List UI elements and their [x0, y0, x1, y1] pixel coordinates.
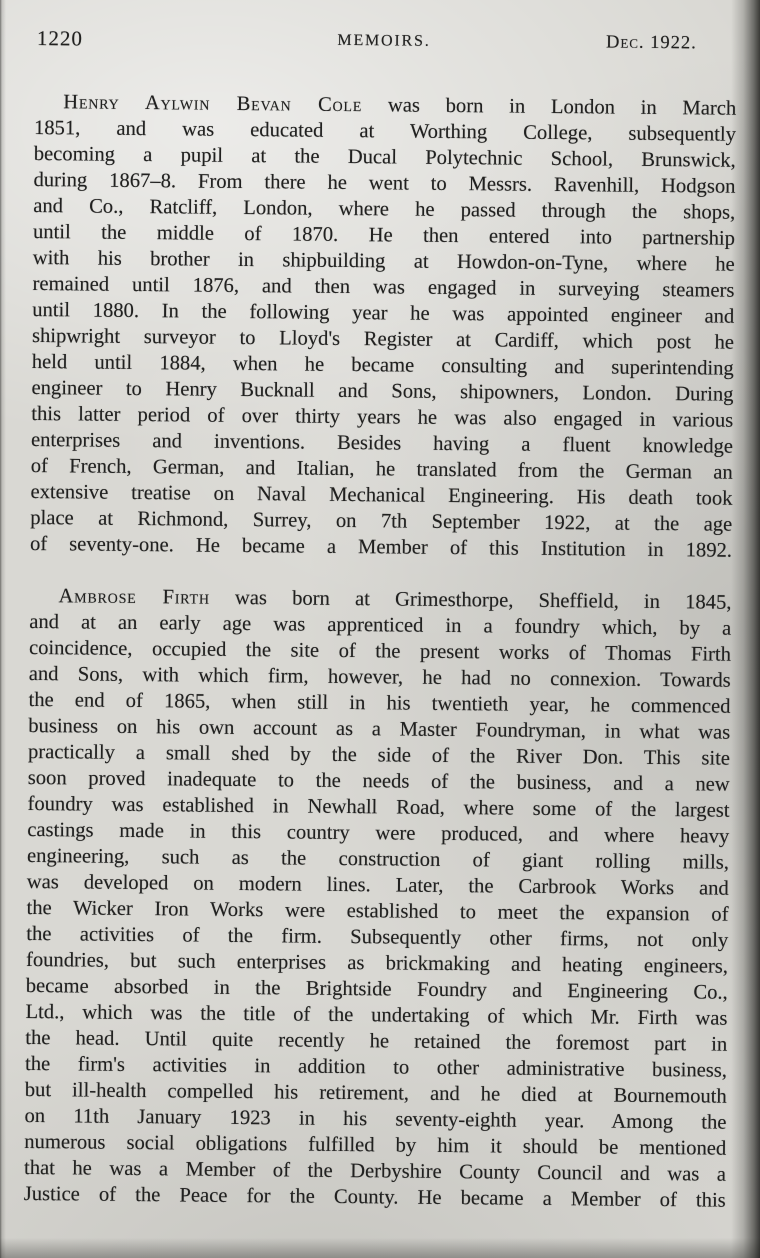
- text-line: engineer to Henry Bucknall and Sons, shipowners, London. During: [31, 376, 734, 406]
- memoir-subject-name: Ambrose Firth: [58, 585, 210, 609]
- text-line: was developed on modern lines. Later, the Carbrook Works and: [26, 870, 729, 900]
- lead-line-text: was born in London in March: [362, 94, 737, 120]
- text-line: engineering, such as the construction of giant rolling mills,: [26, 844, 730, 874]
- text-line: extensive treatise on Naval Mechanical Engineering. His death took: [30, 480, 733, 510]
- text-line: business on his own account as a Master Foundryman, in what was: [28, 714, 731, 744]
- text-line: enterprises and inventions. Besides having a fluent knowledge: [30, 428, 734, 458]
- text-line: held until 1884, when he became consulting and superintending: [31, 350, 734, 380]
- text-line: shipwright surveyor to Lloyd's Register at Cardiff, which post he: [31, 324, 735, 354]
- text-line: 1851, and was educated at Worthing College, subsequently: [33, 116, 737, 146]
- text-line: and Co., Ratcliff, London, where he passed through the shops,: [33, 194, 736, 224]
- text-line: with his brother in shipbuilding at Howdon-on-Tyne, where he: [32, 246, 735, 276]
- text-line: became absorbed in the Brightside Foundry and Engineering Co.,: [25, 974, 728, 1004]
- text-line: castings made in this country were produced, and where heavy: [27, 818, 730, 848]
- lead-line-text: was born at Grimesthorpe, Sheffield, in 1845,: [209, 586, 732, 614]
- memoir-paragraph-cole: [30, 89, 736, 564]
- paragraph-lines: [24, 609, 732, 1214]
- text-line: and Sons, with which firm, however, he had no connexion. Towards: [28, 662, 731, 692]
- text-line: numerous social obligations fulfilled by him it should be mentioned: [24, 1130, 727, 1160]
- text-line: the activities of the firm. Subsequently other firms, not only: [26, 922, 729, 952]
- text-line: Ltd., which was the title of the undertaking of which Mr. Firth was: [25, 1000, 728, 1030]
- text-line: during 1867–8. From there he went to Messrs. Ravenhill, Hodgson: [33, 168, 736, 198]
- page-number: 1220: [36, 26, 83, 51]
- running-head: [35, 26, 737, 59]
- text-line: remained until 1876, and then was engaged in surveying steamers: [32, 272, 735, 302]
- text-line: on 11th January 1923 in his seventy-eighth year. Among the: [24, 1104, 727, 1134]
- text-line: of seventy-one. He became a Member of this Institution in 1892.: [29, 532, 733, 562]
- text-line: the firm's activities in addition to other administrative business,: [24, 1052, 728, 1082]
- text-line: becoming a pupil at the Ducal Polytechnic School, Brunswick,: [33, 142, 736, 172]
- text-line: and at an early age was apprenticed in a foundry which, by a: [29, 610, 732, 640]
- running-title: MEMOIRS.: [337, 31, 431, 50]
- page-body: [24, 89, 737, 1214]
- text-line: but ill-health compelled his retirement, and he died at Bournemouth: [24, 1078, 727, 1108]
- text-line: place at Richmond, Surrey, on 7th September 1922, at the age: [30, 506, 733, 536]
- memoir-paragraph-firth: [24, 583, 732, 1214]
- text-line: that he was a Member of the Derbyshire County Council and was a: [23, 1156, 727, 1186]
- text-line: the end of 1865, when still in his twentieth year, he commenced: [28, 688, 731, 718]
- text-line: until 1880. In the following year he was appointed engineer and: [32, 298, 735, 328]
- text-line: foundries, but such enterprises as brickmaking and heating engineers,: [25, 948, 729, 978]
- text-line: the Wicker Iron Works were established to meet the expansion of: [26, 896, 729, 926]
- text-line: foundry was established in Newhall Road, where some of the largest: [27, 792, 730, 822]
- text-line: practically a small shed by the side of the River Don. This site: [27, 740, 731, 770]
- text-line: this latter period of over thirty years he was also engaged in various: [31, 402, 734, 432]
- issue-date: Dec. 1922.: [605, 32, 697, 54]
- text-line: coincidence, occupied the site of the present works of Thomas Firth: [28, 636, 732, 666]
- text-line: Justice of the Peace for the County. He became a Member of this: [23, 1182, 726, 1212]
- memoir-subject-name: Henry Aylwin Bevan Cole: [63, 91, 363, 117]
- text-line: soon proved inadequate to the needs of the business, and a new: [27, 766, 730, 796]
- paragraph-lines: [30, 115, 736, 564]
- page-content: [24, 26, 737, 1214]
- text-line: until the middle of 1870. He then entered into partnership: [32, 220, 736, 250]
- text-line: the head. Until quite recently he retained the foremost part in: [25, 1026, 728, 1056]
- text-line: of French, German, and Italian, he translated from the German an: [30, 454, 733, 484]
